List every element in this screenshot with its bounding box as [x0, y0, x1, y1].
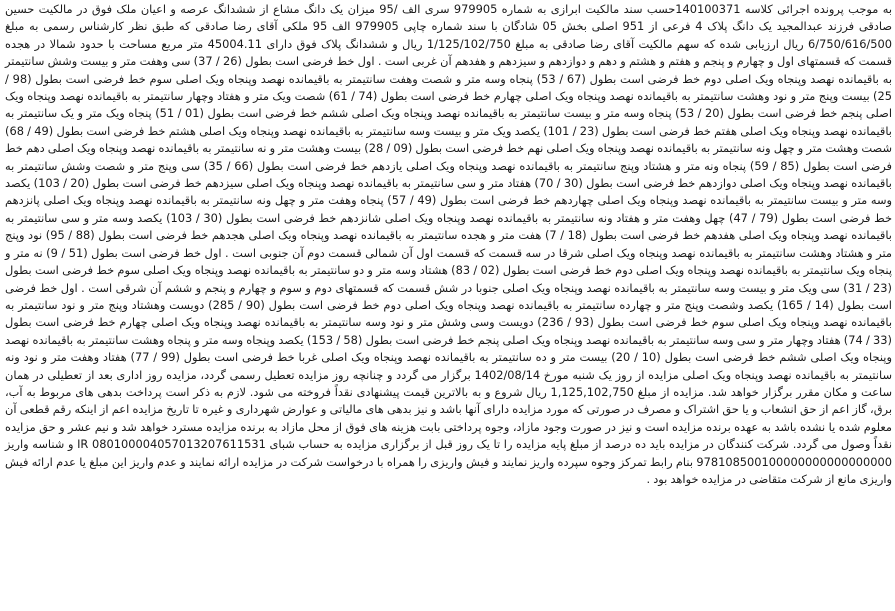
auction-notice-text: به موجب پرونده اجرائی کلاسه 140100371حسب سند مالکیت ابرازی به شماره 979905 سری الف /95 میزان یک دانگ مشاع از ششدانگ عرصه و اعیان ملک فوق در مالکیت حسین صادقی فرزند عبدالمجید یک دانگ پلاک 4 فرعی از 951 اصلی بخش 05 شادگان با سند شماره چاپی 979905 الف 95 ملکی آقای رضا صادقی که طبق نظر کارشناس رسمی به مبلغ 6/750/616/500 ریال ارزیابی شده که سهم مالکیت آقای رضا صادقی به مبلغ 1/125/102/750 ریال و ششدانگ پلاک فوق دارای 45004.11 متر مربع مساحت با حدود شمالا در هجده قسمت که قسمتهای اول و چهارم و پنجم و هفتم و هشتم و دهم و دوازدهم و سیزدهم و هفدهم آن غربی است . اول خط فرضی است بطول (26 / 37) سی وهفت متر و بیست وشش سانتیمتر به باقیمانده نهصد وپنجاه ویک اصلی دوم خط فرضی است بطول (67 / 53) پنجاه وسه متر و شصت وهفت سانتیمتر به باقیمانده نهصد وپنجاه ویک اصلی سوم خط فرضی است بطول (98 / 25) بیست وپنج متر و نود وهشت سانتیمتر به باقیمانده نهصد وپنجاه ویک اصلی چهارم خط فرضی است بطول (74 / 61) شصت ویک متر و هفتاد وچهار سانتیمتر به باقیمانده نهصد وپنجاه ویک اصلی پنجم خط فرضی است بطول (20 / 53) پنجاه وسه متر و بیست سانتیمتر به باقیمانده نهصد وپنجاه ویک اصلی ششم خط فرضی است بطول (01 / 51) پنجاه ویک متر و یک سانتیمتر به باقیمانده نهصد وپنجاه ویک اصلی هفتم خط فرضی است بطول (23 / 101) یکصد ویک متر و بیست وسه سانتیمتر به باقیمانده نهصد وپنجاه ویک اصلی هشتم خط فرضی است بطول (49 / 68) شصت وهشت متر و چهل ونه سانتیمتر به باقیمانده نهصد وپنجاه ویک اصلی نهم خط فرضی است بطول (09 / 28) بیست وهشت متر و نه سانتیمتر به باقیمانده نهصد وپنجاه ویک اصلی دهم خط فرضی است بطول (85 / 59) پنجاه ونه متر و هشتاد وپنج سانتیمتر به باقیمانده نهصد وپنجاه ویک اصلی یازدهم خط فرضی است بطول (66 / 35) سی وپنج متر و شصت وشش سانتیمتر به باقیمانده نهصد وپنجاه ویک اصلی دوازدهم خط فرضی است بطول (30 / 70) هفتاد متر و سی سانتیمتر به باقیمانده نهصد وپنجاه ویک اصلی سیزدهم خط فرضی است بطول (20 / 103) یکصد وسه متر و بیست سانتیمتر به باقیمانده نهصد وپنجاه ویک اصلی چهاردهم خط فرضی است بطول (49 / 57) پنجاه وهفت متر و چهل ونه سانتیمتر به باقیمانده نهصد وپنجاه ویک اصلی پانزدهم خط فرضی است بطول (79 / 47) چهل وهفت متر و هفتاد ونه سانتیمتر به باقیمانده نهصد وپنجاه ویک اصلی شانزدهم خط فرضی است بطول (30 / 103) یکصد وسه متر و سی سانتیمتر به باقیمانده نهصد وپنجاه ویک اصلی هفدهم خط فرضی است بطول (18 / 7) هفت متر و هجده سانتیمتر به باقیمانده نهصد وپنجاه ویک اصلی هجدهم خط فرضی است بطول (88 / 95) نود وپنج متر و هشتاد وهشت سانتیمتر به باقیمانده نهصد وپنجاه ویک اصلی شرقا در سه قسمت که قسمت اول آن شمالی قسمت دوم آن جنوبی است . اول خط فرضی است بطول (51 / 9) نه متر و پنجاه ویک سانتیمتر به باقیمانده نهصد وپنجاه ویک اصلی دوم خط فرضی است بطول (02 / 83) هشتاد وسه متر و دو سانتیمتر به باقیمانده نهصد وپنجاه ویک اصلی سوم خط فرضی است بطول (23 / 31) سی ویک متر و بیست وسه سانتیمتر به باقیمانده نهصد وپنجاه ویک اصلی جنوبا در شش قسمت که قسمتهای دوم و سوم و چهارم و پنجم و ششم آن شرقی است . اول خط فرضی است بطول (14 / 165) یکصد وشصت وپنج متر و چهارده سانتیمتر به باقیمانده نهصد وپنجاه ویک اصلی دوم خط فرضی است بطول (90 / 285) دویست وهشتاد وپنج متر و نود سانتیمتر به باقیمانده نهصد وپنجاه ویک اصلی سوم خط فرضی است بطول (93 / 236) دویست وسی وشش متر و نود وسه سانتیمتر به باقیمانده نهصد وپنجاه ویک اصلی چهارم خط فرضی است بطول (33 / 74) هفتاد وچهار متر و سی وسه سانتیمتر به باقیمانده نهصد وپنجاه ویک اصلی پنجم خط فرضی است بطول (58 / 153) یکصد وپنجاه وسه متر و پنجاه وهشت سانتیمتر به باقیمانده نهصد وپنجاه ویک اصلی ششم خط فرضی است بطول (10 / 20) بیست متر و ده سانتیمتر به باقیمانده نهصد وپنجاه ویک اصلی غربا خط فرضی است بطول (99 / 77) هفتاد وهفت متر و نود ونه سانتیمتر به باقیمانده نهصد وپنجاه ویک اصلی مزایده از روز یک شنبه مورخ 1402/08/14 برگزار می گردد و چنانچه روز مزایده تعطیل رسمی گردد، مزایده روز اداری بعد از تعطیلی در همان ساعت و مکان مقرر برگزار خواهد شد. مزایده از مبلغ 1,125,102,750 ریال شروع و به بالاترین قیمت پیشنهادی نقداً فروخته می شود. لازم به ذکر است پرداخت بدهی های مربوط به آب، برق، گاز اعم از حق انشعاب و یا حق اشتراک و مصرف در صورتی که مورد مزایده دارای آنها باشد و نیز بدهی های مالیاتی و عوارض شهرداری و غیره تا تاریخ مزایده اعم از اینکه رقم قطعی آن معلوم شده یا نشده باشد به عهده برنده مزایده است و نیز در صورت وجود مازاد، وجوه پرداختی بابت هزینه های فوق از محل مازاد به برنده مزایده مسترد خواهد شد و نیم عشر و حق مزایده نقداً وصول می گردد. شرکت کنندگان در مزایده باید ده درصد از مبلغ پایه مزایده را تا یک روز قبل از برگزاری مزایده به حساب شبای IR 080100004057013207611531 و شناسه واریز 978108500100000000000000000 بنام رابط تمرکز وجوه سپرده واریز نمایند و فیش واریزی را همراه با درخواست شرکت در مزایده ارائه نمایند و عدم واریز این مبلغ یا عدم ارائه فیش واریزی مانع از شرکت متقاضی در مزایده خواهد بود .: [5, 2, 893, 486]
